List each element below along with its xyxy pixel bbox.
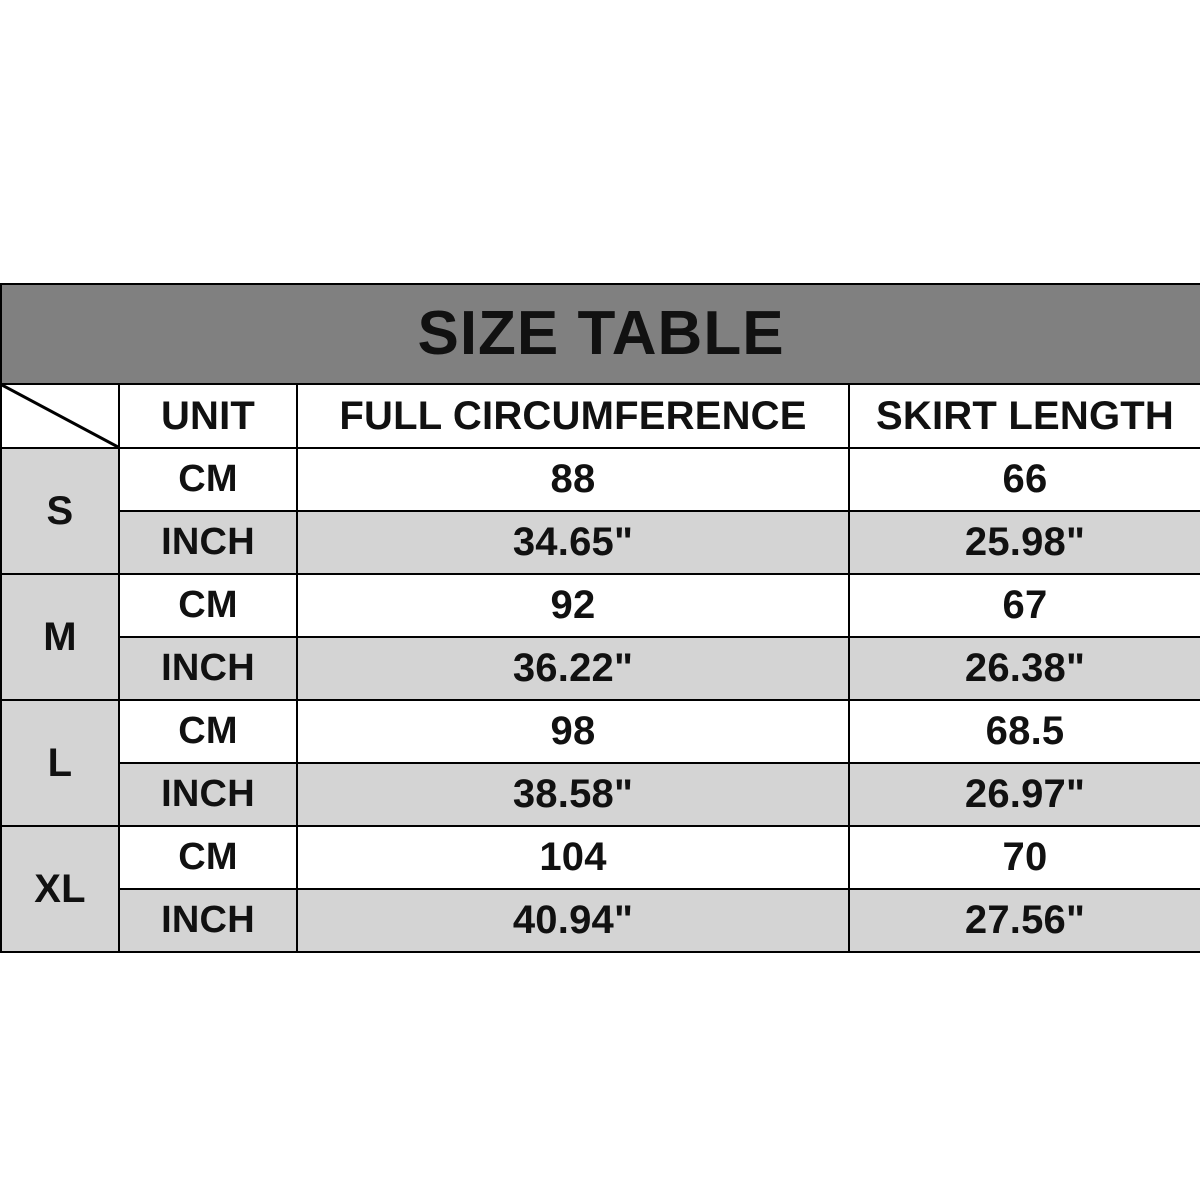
unit-inch-s: INCH xyxy=(119,511,297,574)
skirt-length-cm-s: 66 xyxy=(849,448,1200,511)
size-label-s: S xyxy=(1,448,119,574)
unit-cm-s: CM xyxy=(119,448,297,511)
skirt-length-cm-l: 68.5 xyxy=(849,700,1200,763)
unit-cm-m: CM xyxy=(119,574,297,637)
skirt-length-cm-xl: 70 xyxy=(849,826,1200,889)
skirt-length-inch-xl: 27.56" xyxy=(849,889,1200,952)
unit-inch-xl: INCH xyxy=(119,889,297,952)
size-label-m: M xyxy=(1,574,119,700)
size-label-l: L xyxy=(1,700,119,826)
header-unit: UNIT xyxy=(119,384,297,448)
table-title-row xyxy=(1,284,1200,384)
full-circumference-inch-m: 36.22" xyxy=(297,637,849,700)
size-table xyxy=(0,283,1200,953)
unit-cm-xl: CM xyxy=(119,826,297,889)
table-title-cell xyxy=(1,284,1200,384)
table-row xyxy=(1,826,1200,889)
header-full-circumference: FULL CIRCUMFERENCE xyxy=(297,384,849,448)
header-skirt-length: SKIRT LENGTH xyxy=(849,384,1200,448)
corner-diagonal-cell xyxy=(1,384,119,448)
full-circumference-inch-xl: 40.94" xyxy=(297,889,849,952)
table-row xyxy=(1,700,1200,763)
table-header-row xyxy=(1,384,1200,448)
full-circumference-cm-l: 98 xyxy=(297,700,849,763)
skirt-length-inch-s: 25.98" xyxy=(849,511,1200,574)
skirt-length-cm-m: 67 xyxy=(849,574,1200,637)
skirt-length-inch-m: 26.38" xyxy=(849,637,1200,700)
table-row xyxy=(1,511,1200,574)
full-circumference-inch-l: 38.58" xyxy=(297,763,849,826)
page-title: SIZE TABLE xyxy=(417,299,785,368)
size-table-container xyxy=(0,283,1200,953)
full-circumference-cm-s: 88 xyxy=(297,448,849,511)
table-row xyxy=(1,889,1200,952)
unit-inch-m: INCH xyxy=(119,637,297,700)
full-circumference-inch-s: 34.65" xyxy=(297,511,849,574)
table-row xyxy=(1,448,1200,511)
table-row xyxy=(1,574,1200,637)
full-circumference-cm-xl: 104 xyxy=(297,826,849,889)
unit-inch-l: INCH xyxy=(119,763,297,826)
table-row xyxy=(1,763,1200,826)
skirt-length-inch-l: 26.97" xyxy=(849,763,1200,826)
diagonal-divider-icon xyxy=(2,385,118,447)
unit-cm-l: CM xyxy=(119,700,297,763)
size-label-xl: XL xyxy=(1,826,119,952)
full-circumference-cm-m: 92 xyxy=(297,574,849,637)
table-row xyxy=(1,637,1200,700)
